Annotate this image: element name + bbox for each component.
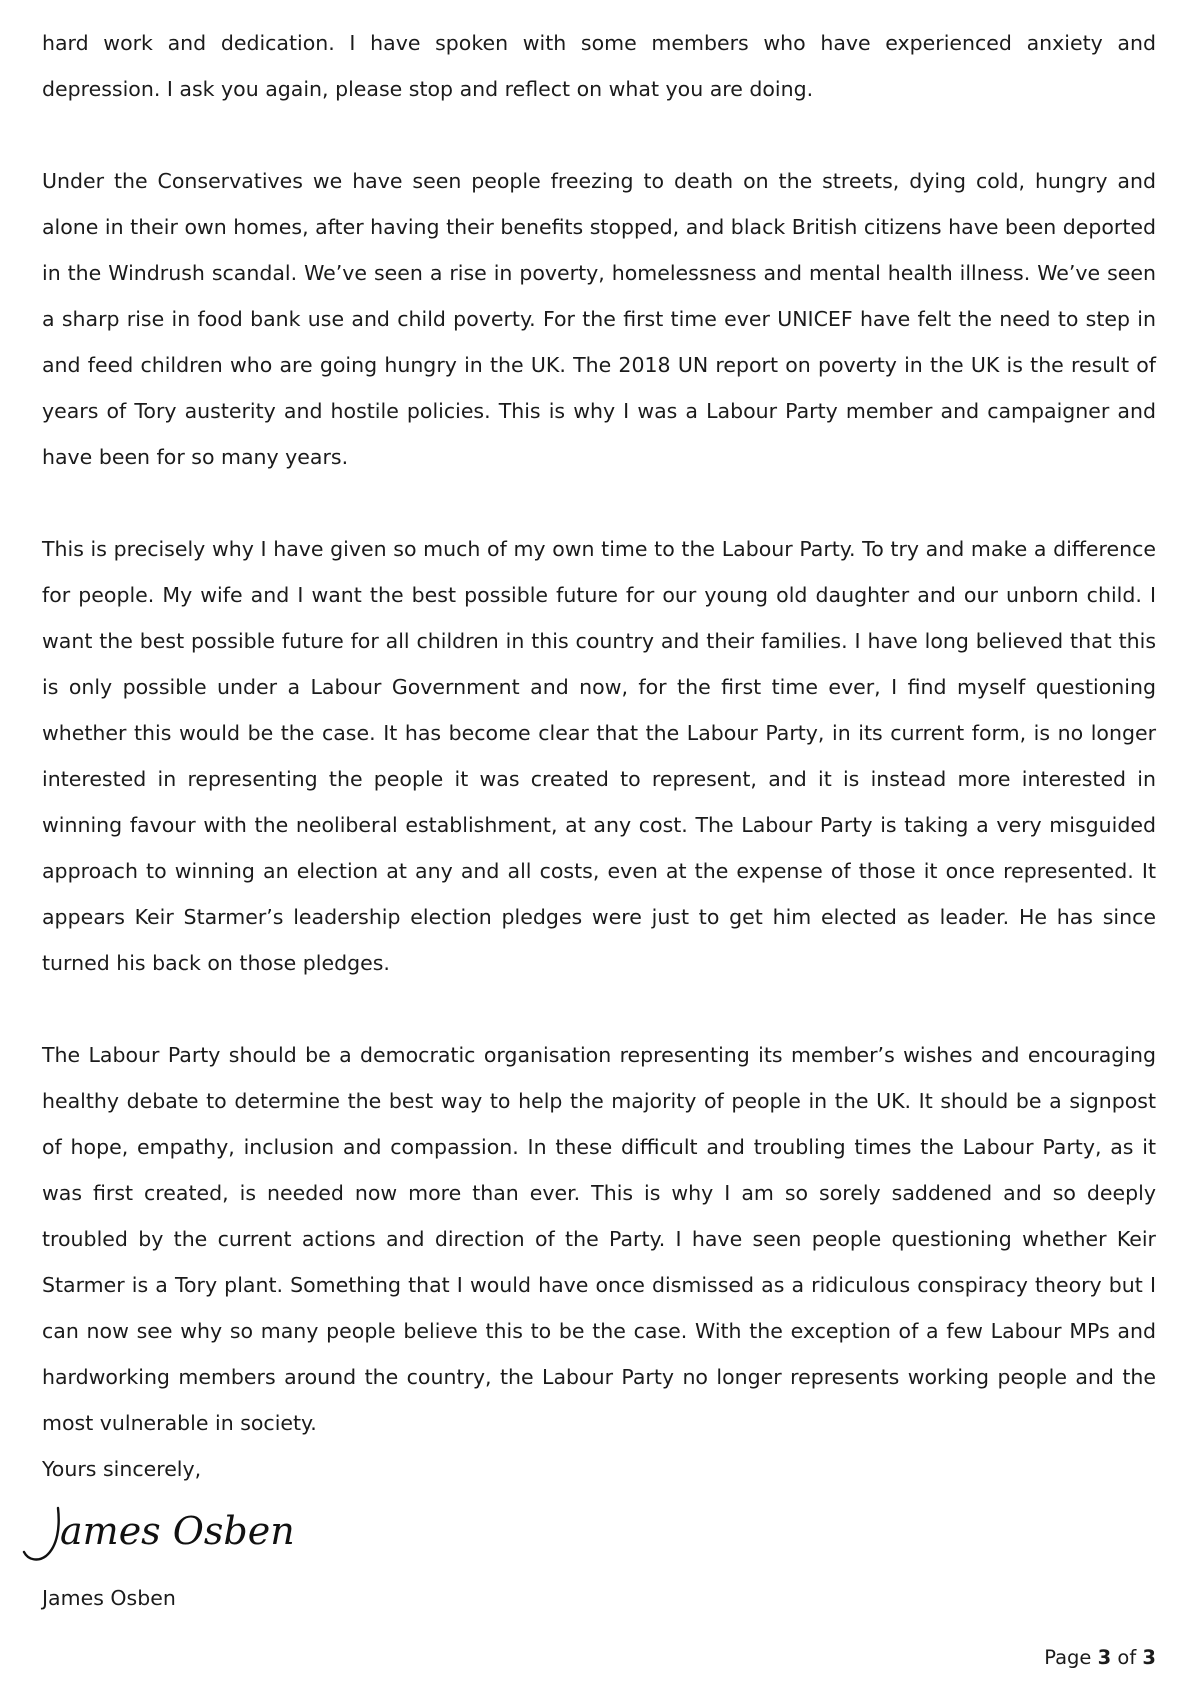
- signature-text: ames Osben: [60, 1509, 295, 1553]
- paragraph-2: Under the Conservatives we have seen people freezing to death on the streets, dying cold, hungry and alone in their own homes, after having their benefits stopped, and black British citizens have been deported in the Windrush scandal. We’ve seen a rise in poverty, homelessness and mental health illness. We’ve seen a sharp rise in food bank use and child poverty. For the first time ever UNICEF have felt the need to step in and feed children who are going hungry in the UK. The 2018 UN report on poverty in the UK is the result of years of Tory austerity and hostile policies. This is why I was a Labour Party member and campaigner and have been for so many years.: [42, 169, 1156, 469]
- page-total: 3: [1142, 1646, 1156, 1669]
- page-current: 3: [1097, 1646, 1112, 1669]
- page-prefix: Page: [1044, 1646, 1092, 1669]
- page-number: [1044, 1635, 1156, 1681]
- paragraph-1: hard work and dedication. I have spoken with some members who have experienced anxiety and depression. I ask you again, please stop and reflect on what you are doing.: [42, 31, 1156, 101]
- handwritten-signature: [18, 1488, 308, 1568]
- page-of: of: [1117, 1646, 1137, 1669]
- paragraph-3: This is precisely why I have given so much of my own time to the Labour Party. To try and make a difference for people. My wife and I want the best possible future for our young old daughter and our unborn child. I want the best possible future for all children in this country and their families. I have long believed that this is only possible under a Labour Government and now, for the first time ever, I find myself questioning whether this would be the case. It has become clear that the Labour Party, in its current form, is no longer interested in representing the people it was created to represent, and it is instead more interested in winning favour with the neoliberal establishment, at any cost. The Labour Party is taking a very misguided approach to winning an election at any and all costs, even at the expense of those it once represented. It appears Keir Starmer’s leadership election pledges were just to get him elected as leader. He has since turned his back on those pledges.: [42, 537, 1156, 975]
- signature-image: [18, 1488, 308, 1568]
- closing-salutation: Yours sincerely,: [42, 1457, 202, 1481]
- signer-name: James Osben: [42, 1586, 176, 1610]
- letter-body: [42, 20, 1156, 1492]
- paragraph-4: The Labour Party should be a democratic organisation representing its member’s wishes and encouraging healthy debate to determine the best way to help the majority of people in the UK. It should be a signpost of hope, empathy, inclusion and compassion. In these difficult and troubling times the Labour Party, as it was first created, is needed now more than ever. This is why I am so sorely saddened and so deeply troubled by the current actions and direction of the Party. I have seen people questioning whether Keir Starmer is a Tory plant. Something that I would have once dismissed as a ridiculous conspiracy theory but I can now see why so many people believe this to be the case. With the exception of a few Labour MPs and hardworking members around the country, the Labour Party no longer represents working people and the most vulnerable in society.: [42, 1043, 1156, 1435]
